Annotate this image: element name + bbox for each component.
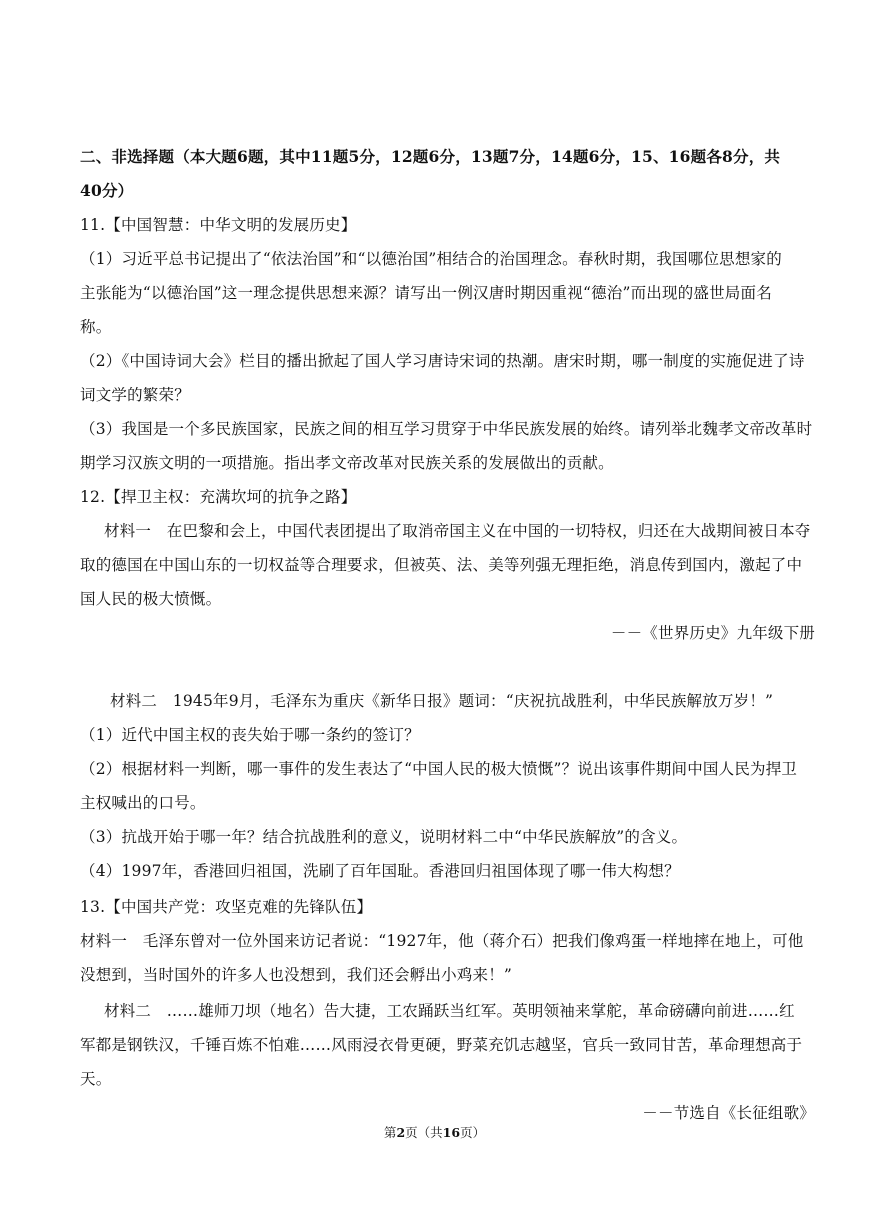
- q11-part2-line1: （2）《中国诗词大会》栏目的播出掀起了国人学习唐诗宋词的热潮。唐宋时期，哪一制度的实施促进了诗: [80, 352, 805, 370]
- q12-material1-source: －－《世界历史》九年级下册: [610, 624, 815, 642]
- q11-part2-line2: 词文学的繁荣？: [80, 386, 190, 404]
- q13-material1-line1: 材料一 毛泽东曾对一位外国来访记者说：“1927年，他（蒋介石）把我们像鸡蛋一样地摔在地上，可他: [80, 932, 804, 950]
- footer-total-pages: 16: [442, 1125, 461, 1140]
- q12-question3: （3）抗战开始于哪一年？结合抗战胜利的意义，说明材料二中“中华民族解放”的含义。: [80, 828, 688, 846]
- q12-material1-line3: 国人民的极大愤慨。: [80, 590, 222, 608]
- q11-part3-line1: （3）我国是一个多民族国家，民族之间的相互学习贯穿于中华民族发展的始终。请列举北魏孝文帝改革时: [80, 420, 813, 438]
- q12-question1: （1）近代中国主权的丧失始于哪一条约的签订？: [80, 726, 420, 744]
- footer-prefix: 第: [383, 1125, 397, 1140]
- q13-title: 13.【中国共产党：攻坚克难的先锋队伍】: [80, 898, 373, 916]
- footer-mid: 页（共: [405, 1125, 443, 1140]
- section-header-line1: 二、非选择题（本大题6题，其中11题5分，12题6分，13题7分，14题6分，15、16题各8分，共: [80, 147, 781, 166]
- q12-material1-line1: 材料一 在巴黎和会上，中国代表团提出了取消帝国主义在中国的一切特权，归还在大战期间被日本夺: [104, 522, 811, 540]
- q11-part1-line1: （1）习近平总书记提出了“依法治国”和“以德治国”相结合的治国理念。春秋时期，我国哪位思想家的: [80, 250, 782, 268]
- q12-material2: 材料二 1945年9月，毛泽东为重庆《新华日报》题词：“庆祝抗战胜利，中华民族解放万岁！”: [110, 692, 774, 710]
- q12-question2-line1: （2）根据材料一判断，哪一事件的发生表达了“中国人民的极大愤慨”？说出该事件期间中国人民为捍卫: [80, 760, 798, 778]
- q11-part1-line3: 称。: [80, 318, 112, 336]
- section-header-line2: 40分）: [80, 181, 134, 200]
- q12-question2-line2: 主权喊出的口号。: [80, 794, 206, 812]
- footer-suffix: 页）: [460, 1125, 486, 1140]
- q13-material2-source: －－节选自《长征组歌》: [642, 1104, 815, 1122]
- q12-material1-line2: 取的德国在中国山东的一切权益等合理要求，但被英、法、美等列强无理拒绝，消息传到国内，激起了中: [80, 556, 803, 574]
- page-footer: [0, 1124, 869, 1142]
- q13-material2-line3: 天。: [80, 1070, 112, 1088]
- q12-question4: （4）1997年，香港回归祖国，洗刷了百年国耻。香港回归祖国体现了哪一伟大构想？: [80, 862, 680, 880]
- q12-title: 12.【捍卫主权：充满坎坷的抗争之路】: [80, 488, 357, 506]
- q11-part3-line2: 期学习汉族文明的一项措施。指出孝文帝改革对民族关系的发展做出的贡献。: [80, 454, 614, 472]
- q13-material2-line1: 材料二 ……雄师刀坝（地名）告大捷，工农踊跃当红军。英明领袖来掌舵，革命磅礴向前进……红: [104, 1002, 795, 1020]
- q11-title: 11.【中国智慧：中华文明的发展历史】: [80, 216, 357, 234]
- q11-part1-line2: 主张能为“以德治国”这一理念提供思想来源？请写出一例汉唐时期因重视“德治”而出现的盛世局面名: [80, 284, 772, 302]
- q13-material2-line2: 军都是钢铁汉，千锤百炼不怕难……风雨浸衣骨更硬，野菜充饥志越坚，官兵一致同甘苦，革命理想高于: [80, 1036, 803, 1054]
- q13-material1-line2: 没想到，当时国外的许多人也没想到，我们还会孵出小鸡来！”: [80, 966, 513, 984]
- footer-page-number: 2: [396, 1125, 406, 1140]
